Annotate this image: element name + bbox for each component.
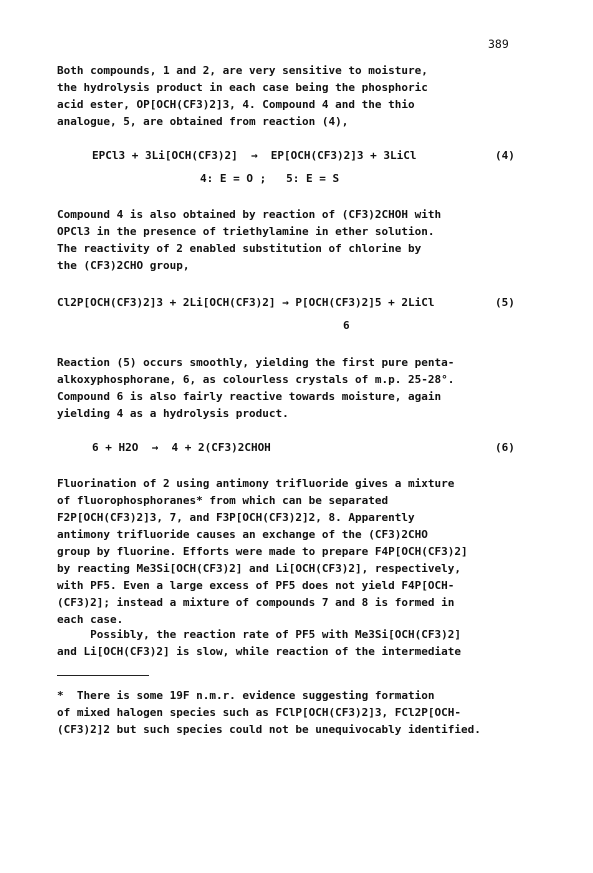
text-line: acid ester, OP[OCH(CF3)2]3, 4. Compound 4 and the thio	[57, 98, 415, 111]
footnote-line: * There is some 19F n.m.r. evidence suggesting formation	[57, 689, 435, 702]
text-line: The reactivity of 2 enabled substitution of chlorine by	[57, 242, 422, 255]
page-number: 389	[488, 37, 509, 51]
footnote-line: of mixed halogen species such as FClP[OCH(CF3)2]3, FCl2P[OCH-	[57, 706, 461, 719]
equation-4: EPCl3 + 3Li[OCH(CF3)2] → EP[OCH(CF3)2]3 + 3LiCl	[92, 149, 417, 162]
text-line: and Li[OCH(CF3)2] is slow, while reaction of the intermediate	[57, 645, 461, 658]
text-line: Reaction (5) occurs smoothly, yielding the first pure penta-	[57, 356, 455, 369]
text-line: Possibly, the reaction rate of PF5 with Me3Si[OCH(CF3)2]	[57, 628, 461, 641]
footnote-line: (CF3)2]2 but such species could not be unequivocably identified.	[57, 723, 481, 736]
equation-5-label: 6	[343, 319, 350, 332]
text-line: the hydrolysis product in each case being the phosphoric	[57, 81, 428, 94]
text-line: analogue, 5, are obtained from reaction (4),	[57, 115, 349, 128]
text-line: each case.	[57, 613, 124, 626]
text-line: the (CF3)2CHO group,	[57, 259, 190, 272]
text-line: Compound 6 is also fairly reactive towards moisture, again	[57, 390, 442, 403]
equation-5: Cl2P[OCH(CF3)2]3 + 2Li[OCH(CF3)2] → P[OCH(CF3)2]5 + 2LiCl	[57, 296, 435, 309]
text-line: alkoxyphosphorane, 6, as colourless crystals of m.p. 25-28°.	[57, 373, 455, 386]
text-line: Compound 4 is also obtained by reaction of (CF3)2CHOH with	[57, 208, 442, 221]
text-line: of fluorophosphoranes* from which can be separated	[57, 494, 389, 507]
footnote-rule	[57, 675, 149, 676]
equation-6-number: (6)	[495, 441, 515, 454]
equation-4-number: (4)	[495, 149, 515, 162]
equation-6: 6 + H2O → 4 + 2(CF3)2CHOH	[92, 441, 271, 454]
text-line: Fluorination of 2 using antimony trifluoride gives a mixture	[57, 477, 455, 490]
text-line: group by fluorine. Efforts were made to prepare F4P[OCH(CF3)2]	[57, 545, 468, 558]
equation-5-number: (5)	[495, 296, 515, 309]
text-line: (CF3)2]; instead a mixture of compounds 7 and 8 is formed in	[57, 596, 455, 609]
text-line: F2P[OCH(CF3)2]3, 7, and F3P[OCH(CF3)2]2, 8. Apparently	[57, 511, 415, 524]
text-line: OPCl3 in the presence of triethylamine in ether solution.	[57, 225, 435, 238]
text-line: yielding 4 as a hydrolysis product.	[57, 407, 289, 420]
text-line: by reacting Me3Si[OCH(CF3)2] and Li[OCH(CF3)2], respectively,	[57, 562, 461, 575]
text-line: Both compounds, 1 and 2, are very sensitive to moisture,	[57, 64, 428, 77]
text-line: with PF5. Even a large excess of PF5 does not yield F4P[OCH-	[57, 579, 455, 592]
text-line: antimony trifluoride causes an exchange of the (CF3)2CHO	[57, 528, 428, 541]
equation-4-legend: 4: E = O ; 5: E = S	[200, 172, 340, 185]
